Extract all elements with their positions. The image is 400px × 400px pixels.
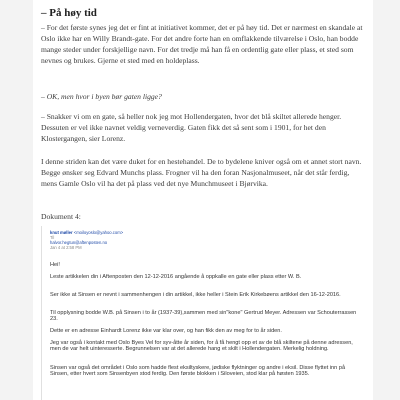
- article-paragraph: I denne striden kan det være duket for en hestehandel. De to bydelene kniver også om et annet stort navn. Begge ønsker seg Edvard Munchs plass. Frogner vil ha den foran Nasjonalmuseet, når det står ferdig, mens Gamle Oslo vil ha det på plass ved det nye Munchmuseet i Bjørvika.: [41, 157, 362, 188]
- email-paragraph: Leste artikkelen din i Aftenposten den 12-12-2016 angående å oppkalle en gate eller plass etter W. B.: [50, 274, 302, 280]
- to-label: Til: [50, 235, 55, 240]
- article-paragraph-question: – OK, men hvor i byen bør gaten ligge?: [41, 92, 162, 101]
- recipient-address[interactable]: halvor.hegtun@aftenposten.no: [50, 240, 108, 245]
- sender-address[interactable]: <moiloyoslo@yahoo.com>: [73, 230, 124, 235]
- email-paragraph: Til opplysning bodde W.B. på Sinsen i to år (1937-39),sammen med sin"kone" Gertrud Meyer. Adressen var Schouterrassen 23.: [50, 310, 357, 323]
- email-sender: [50, 230, 123, 235]
- article-paragraph: – For det første synes jeg det er fint at initiativet kommer, det er på høy tid. Det er nærmest en skandale at Oslo ikke har en Willy Brandt-gate. For det andre forte han en omflakkende tilværelse i Oslo, han bodde mange steder under forskjellige navn. For det tredje må han få en ordentlig gate eller plass, et sted som nevnes og brukes. Gjerne et sted med en holdeplass.: [41, 23, 363, 65]
- article-heading: – På høy tid: [41, 7, 97, 19]
- article-paragraph: – Snakker vi om en gate, så heller nok jeg mot Hollendergaten, hvor det blå skiltet allerede henger. Dessuten er vel ikke navnet veldig verneverdig. Gaten fikk det så sent som i 1901, for het den Klostergangen, sier Lorenz.: [41, 112, 342, 143]
- email-paragraph: Dette er en adresse Einhardt Lorenz ikke var klar over, og han fikk den av meg for to år siden.: [50, 328, 282, 334]
- email-paragraph: Sinsen var også det området i Oslo som hadde flest eksiltyskere, jødiske flyktninger og andre i eksil. Disse flyttet inn på Sinsen, etter hvert som Sinsenbyen stod ferdig. Den første blokken i Siloveien, stod klar på høsten 1935.: [50, 365, 346, 378]
- document-label: Dokument 4:: [41, 212, 81, 221]
- email-greeting: Hei!: [50, 262, 60, 268]
- article-page: [33, 0, 373, 400]
- email-paragraph: Ser ikke at Sinsen er nevnt i sammenhengen i din artikkel, ikke heller i Stein Erik Kirkebøens artikkel den 16-12-2016.: [50, 292, 341, 298]
- email-paragraph: Jeg var også i kontakt med Oslo Byes Vel for syv-åtte år siden, for å få hengt opp et av de blå skiltene på denne adressen, men de var helt uinteresserte. Begrunnelsen var at det allerede hang et skilt i Hollendergaten. Merkelig holdning.: [50, 340, 353, 353]
- email-date: Jan 4 at 2:58 PM: [50, 245, 82, 250]
- sender-name[interactable]: knut møller: [50, 230, 73, 235]
- email-screenshot: [41, 226, 364, 400]
